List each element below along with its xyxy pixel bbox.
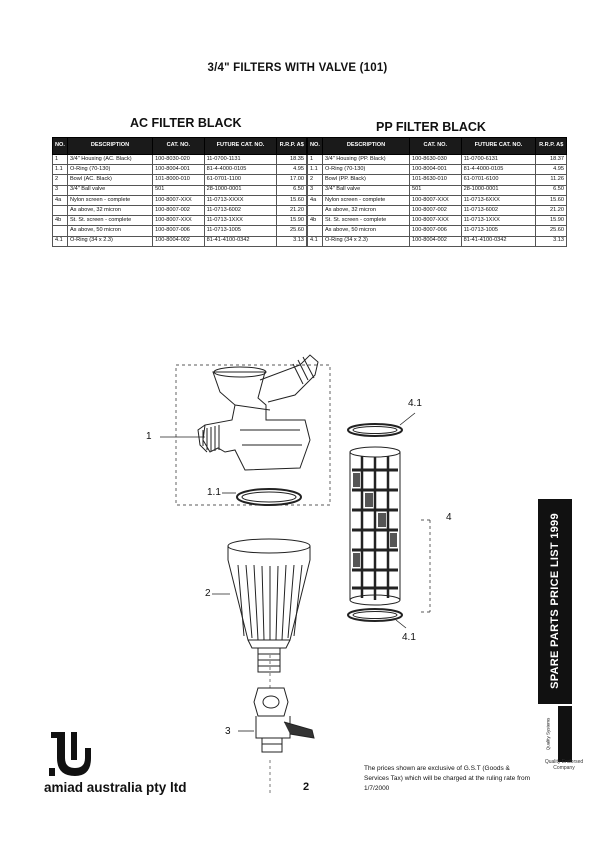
table-cell: 100-8004-001 bbox=[410, 165, 462, 175]
table-cell: 81-41-4100-0342 bbox=[461, 236, 536, 246]
screen-oring-bottom-drawing bbox=[348, 609, 402, 621]
table-cell: 501 bbox=[153, 185, 205, 195]
side-banner-text: SPARE PARTS PRICE LIST 1999 bbox=[549, 513, 561, 689]
housing-drawing bbox=[198, 355, 318, 470]
column-header: DESCRIPTION bbox=[67, 138, 152, 155]
ac-table-title: AC FILTER BLACK bbox=[130, 116, 242, 130]
table-cell: O-Ring (70-130) bbox=[322, 165, 409, 175]
column-header: NO. bbox=[53, 138, 68, 155]
table-cell: 4a bbox=[308, 195, 323, 205]
table-cell: 3 bbox=[308, 185, 323, 195]
table-cell: 101-8000-010 bbox=[153, 175, 205, 185]
table-cell: 3/4" Housing (AC. Black) bbox=[67, 155, 152, 165]
page-title: 3/4" FILTERS WITH VALVE (101) bbox=[207, 62, 388, 74]
column-header: CAT. NO. bbox=[410, 138, 462, 155]
table-cell: 3/4" Ball valve bbox=[322, 185, 409, 195]
table-cell: 100-8004-002 bbox=[153, 236, 205, 246]
table-cell: 3.13 bbox=[536, 236, 567, 246]
table-cell: 61-0701-1100 bbox=[204, 175, 277, 185]
table-cell: 3.13 bbox=[277, 236, 307, 246]
table-cell: 1 bbox=[308, 155, 323, 165]
table-cell: 100-8007-002 bbox=[153, 205, 205, 215]
table-cell: 100-8004-001 bbox=[153, 165, 205, 175]
table-cell: 4a bbox=[53, 195, 68, 205]
table-cell: 28-1000-0001 bbox=[204, 185, 277, 195]
table-cell: 1.1 bbox=[308, 165, 323, 175]
table-cell: 11-0713-1005 bbox=[204, 226, 277, 236]
quality-mark bbox=[558, 706, 572, 762]
table-cell: 11-0713-1XXX bbox=[204, 216, 277, 226]
table-cell: 100-8007-XXX bbox=[153, 195, 205, 205]
table-cell: 81-4-4000-0105 bbox=[461, 165, 536, 175]
table-cell: Bowl (PP. Black) bbox=[322, 175, 409, 185]
table-cell: 3 bbox=[53, 185, 68, 195]
table-cell: 11.26 bbox=[536, 175, 567, 185]
company-name: amiad australia pty ltd bbox=[44, 780, 187, 795]
table-cell: 17.00 bbox=[277, 175, 307, 185]
callout-oring: 1.1 bbox=[207, 487, 221, 498]
table-cell: As above, 50 micron bbox=[322, 226, 409, 236]
table-cell: 2 bbox=[53, 175, 68, 185]
table-cell: 101-8630-010 bbox=[410, 175, 462, 185]
table-cell: 11-0713-6002 bbox=[461, 205, 536, 215]
oring-1-1-drawing bbox=[237, 489, 301, 505]
table-cell: 100-8630-030 bbox=[410, 155, 462, 165]
table-cell: 6.50 bbox=[536, 185, 567, 195]
screen-guide-dash bbox=[420, 520, 430, 612]
column-header: FUTURE CAT. NO. bbox=[461, 138, 536, 155]
gst-notice: The prices shown are exclusive of G.S.T (Goods & Services Tax) which will be charged at the ruling rate from 1/7/2000 bbox=[364, 765, 531, 792]
table-cell: 15.60 bbox=[277, 195, 307, 205]
table-cell: 3/4" Ball valve bbox=[67, 185, 152, 195]
table-cell: 28-1000-0001 bbox=[461, 185, 536, 195]
column-header: DESCRIPTION bbox=[322, 138, 409, 155]
column-header: NO. bbox=[308, 138, 323, 155]
table-cell: 4b bbox=[53, 216, 68, 226]
table-cell: St. St. screen - complete bbox=[67, 216, 152, 226]
quality-endorsed-caption: Quality Endorsed Company bbox=[544, 759, 584, 771]
callout-housing: 1 bbox=[146, 431, 152, 442]
page-number: 2 bbox=[303, 781, 310, 793]
table-cell: 3/4" Housing (PP. Black) bbox=[322, 155, 409, 165]
table-cell: 4.95 bbox=[536, 165, 567, 175]
table-cell: 15.90 bbox=[536, 216, 567, 226]
table-cell: Bowl (AC. Black) bbox=[67, 175, 152, 185]
pp-table-title: PP FILTER BLACK bbox=[376, 120, 486, 134]
column-header: FUTURE CAT. NO. bbox=[204, 138, 277, 155]
bowl-drawing bbox=[228, 539, 310, 672]
table-cell: 4.1 bbox=[53, 236, 68, 246]
table-cell: Nylon screen - complete bbox=[67, 195, 152, 205]
callout-screen: 4 bbox=[446, 512, 452, 523]
table-cell: 501 bbox=[410, 185, 462, 195]
table-cell: 11-0713-6XXX bbox=[461, 195, 536, 205]
column-header: CAT. NO. bbox=[153, 138, 205, 155]
table-cell: 4.95 bbox=[277, 165, 307, 175]
table-cell: 4.1 bbox=[308, 236, 323, 246]
table-cell: As above, 32 micron bbox=[322, 205, 409, 215]
table-cell: 18.37 bbox=[536, 155, 567, 165]
table-cell: O-Ring (34 x 2.3) bbox=[322, 236, 409, 246]
table-cell: 100-8030-020 bbox=[153, 155, 205, 165]
ball-valve-drawing bbox=[254, 688, 314, 752]
table-cell: Nylon screen - complete bbox=[322, 195, 409, 205]
table-cell: O-Ring (34 x 2.3) bbox=[67, 236, 152, 246]
table-cell: 21.20 bbox=[536, 205, 567, 215]
table-cell: 25.60 bbox=[277, 226, 307, 236]
amiad-logo-icon bbox=[45, 728, 97, 778]
table-cell: 1.1 bbox=[53, 165, 68, 175]
table-cell: 100-8007-XXX bbox=[153, 216, 205, 226]
table-cell: 4b bbox=[308, 216, 323, 226]
table-cell: 6.50 bbox=[277, 185, 307, 195]
column-header: R.R.P. A$ bbox=[277, 138, 307, 155]
table-cell: 100-8004-002 bbox=[410, 236, 462, 246]
table-cell: 11-0713-6002 bbox=[204, 205, 277, 215]
table-cell: 18.35 bbox=[277, 155, 307, 165]
table-cell: 100-8007-006 bbox=[153, 226, 205, 236]
table-cell: St. St. screen - complete bbox=[322, 216, 409, 226]
callout-screen-oring-top: 4.1 bbox=[408, 398, 422, 409]
table-cell: 11-0713-1005 bbox=[461, 226, 536, 236]
table-cell: 100-8007-XXX bbox=[410, 216, 462, 226]
column-header: R.R.P. A$ bbox=[536, 138, 567, 155]
table-cell: 100-8007-XXX bbox=[410, 195, 462, 205]
screen-oring-top-drawing bbox=[348, 424, 402, 436]
table-cell: 11-0700-6131 bbox=[461, 155, 536, 165]
callout-valve: 3 bbox=[225, 726, 231, 737]
callout-screen-oring-bottom: 4.1 bbox=[402, 632, 416, 643]
table-cell: 100-8007-006 bbox=[410, 226, 462, 236]
table-cell: As above, 50 micron bbox=[67, 226, 152, 236]
table-cell: 11-0713-1XXX bbox=[461, 216, 536, 226]
table-cell: 100-8007-002 bbox=[410, 205, 462, 215]
table-cell: 11-0700-1131 bbox=[204, 155, 277, 165]
table-cell: As above, 32 micron bbox=[67, 205, 152, 215]
table-cell: 21.20 bbox=[277, 205, 307, 215]
callout-bowl: 2 bbox=[205, 588, 211, 599]
table-cell: 2 bbox=[308, 175, 323, 185]
table-cell: 1 bbox=[53, 155, 68, 165]
table-cell: 81-41-4100-0342 bbox=[204, 236, 277, 246]
table-cell: 25.60 bbox=[536, 226, 567, 236]
quality-systems-label: Quality Systems bbox=[545, 717, 551, 751]
table-cell: O-Ring (70-130) bbox=[67, 165, 152, 175]
table-cell: 61-0701-6100 bbox=[461, 175, 536, 185]
screen-drawing bbox=[350, 447, 400, 605]
table-cell: 15.90 bbox=[277, 216, 307, 226]
table-cell: 15.60 bbox=[536, 195, 567, 205]
table-cell: 81-4-4000-0105 bbox=[204, 165, 277, 175]
table-cell: 11-0713-XXXX bbox=[204, 195, 277, 205]
